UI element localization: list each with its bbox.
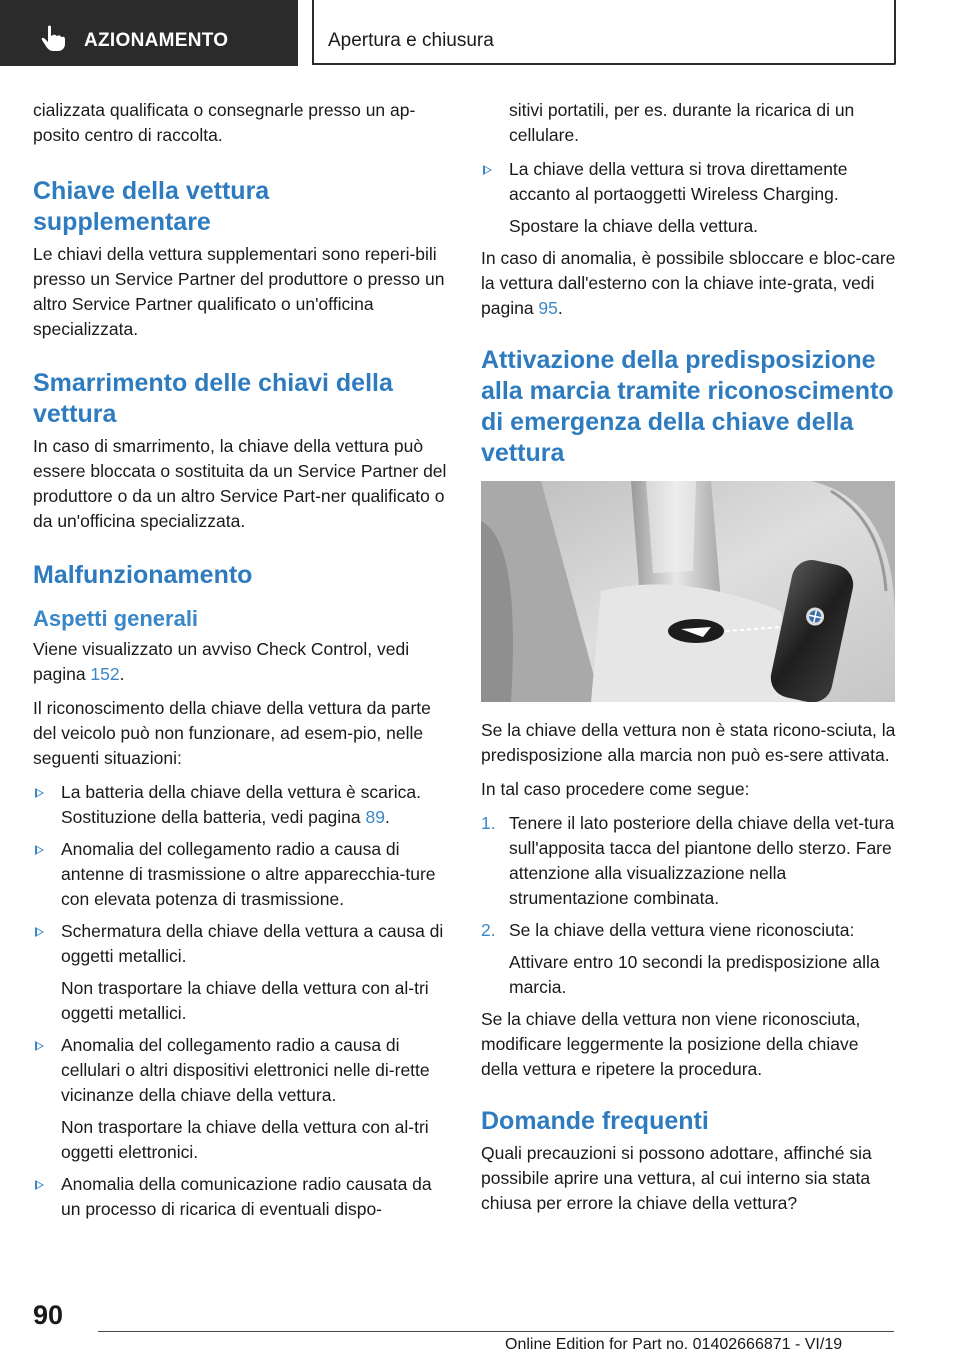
page-link-89[interactable]: 89 bbox=[365, 807, 385, 827]
left-column bbox=[33, 98, 448, 1229]
step-item bbox=[481, 918, 896, 1000]
list-item bbox=[33, 1172, 448, 1222]
list-item-note: Non trasportare la chiave della vettura con al-tri oggetti elettronici. bbox=[61, 1117, 429, 1162]
triangle-bullet-icon bbox=[35, 927, 44, 937]
list-item-text: sitivi portatili, per es. durante la ricarica di un cellulare. bbox=[509, 100, 855, 145]
list-item-text: Anomalia della comunicazione radio causata da un processo di ricarica di eventuali dispo- bbox=[61, 1174, 432, 1219]
list-item bbox=[33, 780, 448, 830]
step-number: 2. bbox=[481, 920, 496, 940]
situations-list bbox=[33, 780, 448, 1222]
battery-text: La batteria della chiave della vettura è scarica. Sostituzione della batteria, vedi pagina bbox=[61, 782, 421, 827]
heading-malfunction: Malfunzionamento bbox=[33, 561, 253, 589]
chapter-title: Apertura e chiusura bbox=[328, 30, 494, 51]
step-text: Se la chiave della vettura viene riconosciuta: bbox=[509, 920, 855, 940]
steering-column-key-photo bbox=[481, 481, 895, 702]
list-item bbox=[33, 837, 448, 912]
heading-lost-keys: Smarrimento delle chiavi della vettura bbox=[33, 369, 393, 428]
triangle-bullet-icon bbox=[35, 1041, 44, 1051]
list-item bbox=[481, 157, 896, 239]
lost-keys-paragraph: In caso di smarrimento, la chiave della vettura può essere bloccata o sostituita da un Service Partner del produttore o da un altro Service Part-ner qualificato o da un'officina specializzata. bbox=[33, 436, 447, 531]
period: . bbox=[384, 807, 390, 827]
heading-spare-key: Chiave della vettura supplementare bbox=[33, 177, 270, 236]
page-link-152[interactable]: 152 bbox=[90, 664, 120, 684]
step-note: Attivare entro 10 secondi la predisposizione alla marcia. bbox=[509, 952, 880, 997]
triangle-bullet-icon bbox=[35, 845, 44, 855]
spare-key-paragraph: Le chiavi della vettura supplementari sono reperi-bili presso un Service Partner del produttore o presso un altro Service Partner qualificato o un'officina specializzata. bbox=[33, 244, 445, 339]
heading-emergency-recognition: Attivazione della predisposizione alla marcia tramite riconoscimento di emergenza della chiave della vettura bbox=[481, 346, 894, 467]
if-not-recognized-paragraph: Se la chiave della vettura non viene riconosciuta, modificare leggermente la posizione della chiave della vettura e ripetere la procedura. bbox=[481, 1009, 861, 1079]
footer-divider bbox=[98, 1331, 894, 1332]
hand-touch-icon bbox=[38, 24, 68, 52]
heading-general-aspects: Aspetti generali bbox=[33, 606, 199, 631]
situations-list-continued bbox=[481, 98, 896, 239]
step-item bbox=[481, 811, 896, 911]
not-recognized-paragraph: Se la chiave della vettura non è stata ricono-sciuta, la predisposizione alla marcia non può es-sere attivata. bbox=[481, 720, 896, 765]
list-item-text bbox=[61, 780, 448, 830]
list-item-note: Spostare la chiave della vettura. bbox=[509, 216, 759, 236]
key-illustration bbox=[481, 481, 895, 702]
list-item bbox=[33, 919, 448, 1026]
list-item-note: Non trasportare la chiave della vettura con al-tri oggetti metallici. bbox=[61, 978, 429, 1023]
intro-paragraph: cializzata qualificata o consegnarle presso un ap-posito centro di raccolta. bbox=[33, 100, 416, 145]
check-control-text: Viene visualizzato un avviso Check Control, vedi pagina bbox=[33, 639, 410, 684]
heading-faq: Domande frequenti bbox=[481, 1107, 709, 1135]
list-item-continuation bbox=[481, 98, 896, 148]
section-title: AZIONAMENTO bbox=[84, 30, 229, 51]
step-text: Tenere il lato posteriore della chiave della vet-tura sull'apposita tacca del piantone dello sterzo. Fare attenzione alla visualizzazione nella strumentazione combinata. bbox=[509, 813, 895, 908]
list-item-text: Anomalia del collegamento radio a causa di cellulari o altri dispositivi elettronici nelle di-rette vicinanze della chiave della vettura. bbox=[61, 1035, 430, 1105]
triangle-bullet-icon bbox=[35, 788, 44, 798]
list-item-text: Anomalia del collegamento radio a causa di antenne di trasmissione o altre apparecchia-ture con elevata potenza di trasmissione. bbox=[61, 839, 436, 909]
proceed-paragraph: In tal caso procedere come segue: bbox=[481, 779, 750, 799]
step-number: 1. bbox=[481, 813, 496, 833]
procedure-steps bbox=[481, 811, 896, 1000]
page-number: 90 bbox=[33, 1300, 64, 1330]
list-item bbox=[33, 1033, 448, 1165]
section-tab bbox=[0, 0, 298, 66]
chapter-tab bbox=[312, 0, 896, 65]
period: . bbox=[119, 664, 125, 684]
triangle-bullet-icon bbox=[483, 165, 492, 175]
anomaly-paragraph bbox=[481, 246, 896, 321]
edition-note: Online Edition for Part no. 01402666871 - VI/19 bbox=[505, 1336, 843, 1353]
list-item-text: La chiave della vettura si trova direttamente accanto al portaoggetti Wireless Charging. bbox=[509, 159, 848, 204]
anomaly-text: In caso di anomalia, è possibile sbloccare e bloc-care la vettura dall'esterno con la chiave inte-grata, vedi pagina bbox=[481, 248, 896, 318]
right-column bbox=[481, 98, 896, 1225]
period: . bbox=[557, 298, 563, 318]
page-link-95[interactable]: 95 bbox=[538, 298, 558, 318]
recognition-paragraph: Il riconoscimento della chiave della vettura da parte del veicolo può non funzionare, ad esem-pio, nelle seguenti situazioni: bbox=[33, 698, 431, 768]
faq-paragraph: Quali precauzioni si possono adottare, affinché sia possibile aprire una vettura, al cui interno sia stata chiusa per errore la chiave della vettura? bbox=[481, 1143, 872, 1213]
triangle-bullet-icon bbox=[35, 1180, 44, 1190]
page-header bbox=[0, 0, 960, 66]
check-control-paragraph bbox=[33, 637, 448, 687]
list-item-text: Schermatura della chiave della vettura a causa di oggetti metallici. bbox=[61, 921, 444, 966]
